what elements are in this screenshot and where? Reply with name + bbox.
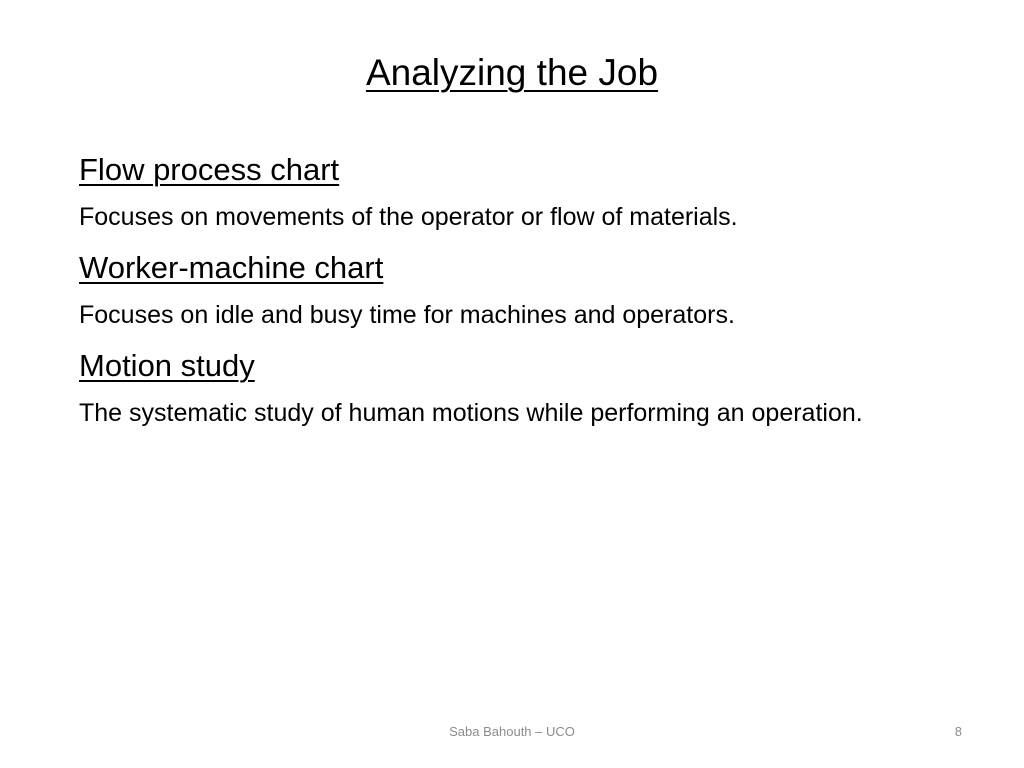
page-number: 8 xyxy=(954,724,962,739)
section-body: Focuses on movements of the operator or flow of materials. xyxy=(79,203,738,231)
section-heading: Worker-machine chart xyxy=(79,250,384,285)
section-body: The systematic study of human motions while performing an operation. xyxy=(79,399,863,427)
footer-author: Saba Bahouth – UCO xyxy=(449,724,575,739)
section-worker-machine-chart xyxy=(79,248,959,334)
slide-title: Analyzing the Job xyxy=(365,52,659,93)
section-heading: Motion study xyxy=(79,348,255,383)
section-heading: Flow process chart xyxy=(79,152,340,187)
section-body: Focuses on idle and busy time for machines and operators. xyxy=(79,301,735,329)
section-motion-study xyxy=(79,346,959,432)
section-flow-process-chart xyxy=(79,150,959,236)
slide-content xyxy=(79,150,959,444)
